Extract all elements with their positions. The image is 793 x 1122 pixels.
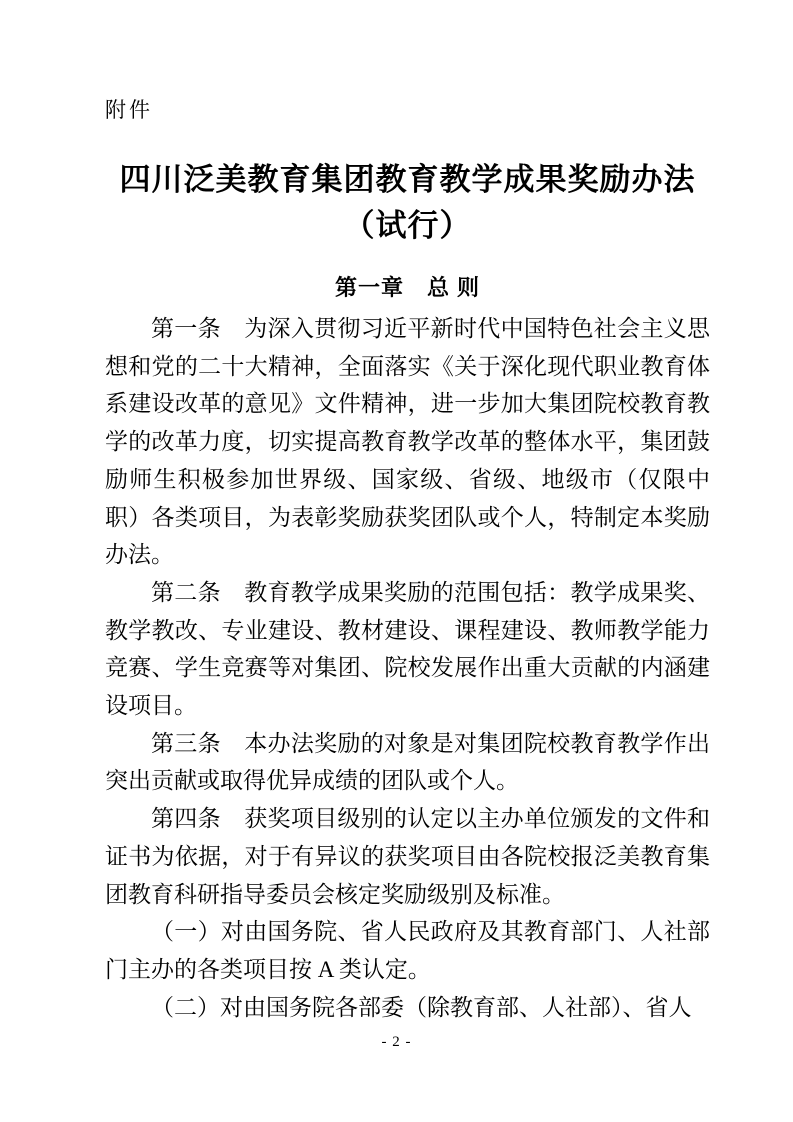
- paragraph-item-2: （二）对由国务院各部委（除教育部、人社部）、省人: [151, 994, 692, 1020]
- paragraph-article-1: 第一条 为深入贯彻习近平新时代中国特色社会主义思想和党的二十大精神，全面落实《关于深化现代职业教育体系建设改革的意见》文件精神，进一步加大集团院校教育教学的改革力度，切实提高教育教学改革的整体水平，集团鼓励师生积极参加世界级、国家级、省级、地级市（仅限中职）各类项目，为表彰奖励获奖团队或个人，特制定本奖励办法。: [105, 316, 710, 568]
- chapter-heading: 第一章 总 则: [334, 275, 481, 300]
- document-title-line1: 四川泛美教育集团教育教学成果奖励办法: [119, 162, 696, 197]
- paragraph-article-2: 第二条 教育教学成果奖励的范围包括：教学成果奖、教学教改、专业建设、教材建设、课程建设、教师教学能力竞赛、学生竞赛等对集团、院校发展作出重大贡献的内涵建设项目。: [105, 579, 710, 719]
- document-body: [105, 310, 710, 1026]
- document-title: [105, 157, 710, 249]
- page-number: - 2 -: [381, 1034, 412, 1050]
- document-title-line2: （试行）: [343, 208, 472, 243]
- paragraph-article-4: 第四条 获奖项目级别的认定以主办单位颁发的文件和证书为依据，对于有异议的获奖项目由各院校报泛美教育集团教育科研指导委员会核定奖励级别及标准。: [105, 806, 710, 907]
- attachment-label: 附件: [105, 98, 153, 122]
- paragraph-article-3: 第三条 本办法奖励的对象是对集团院校教育教学作出突出贡献或取得优异成绩的团队或个人。: [105, 730, 710, 794]
- paragraph-item-1: （一）对由国务院、省人民政府及其教育部门、人社部门主办的各类项目按 A 类认定。: [105, 919, 710, 982]
